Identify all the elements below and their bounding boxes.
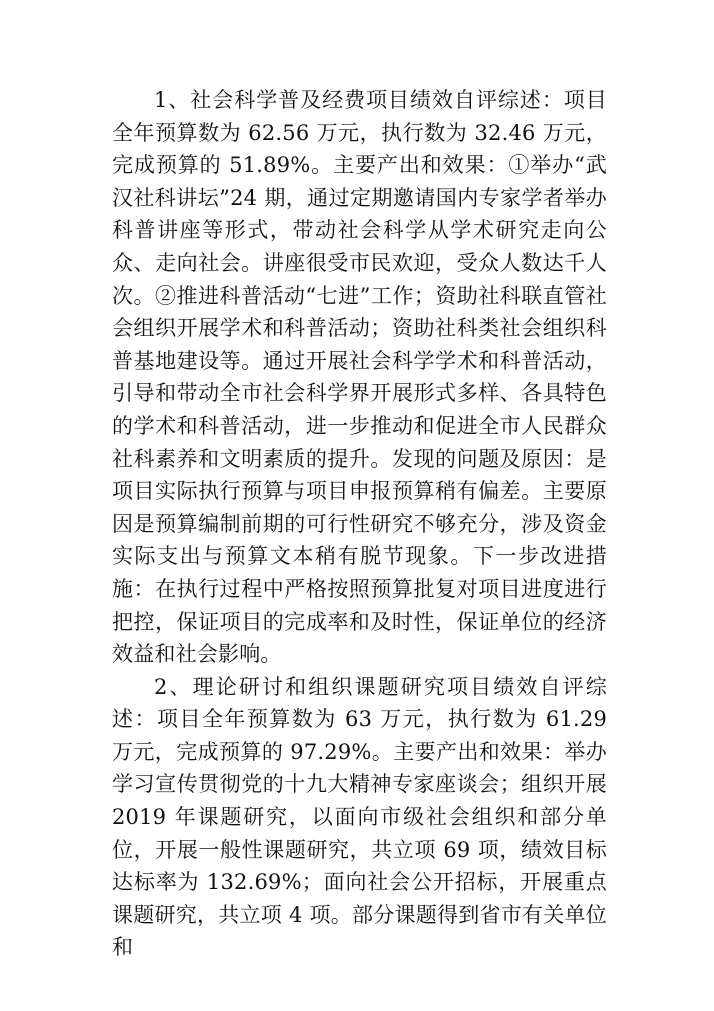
paragraph-theory-research-projects: 2、理论研讨和组织课题研究项目绩效自评综述：项目全年预算数为 63 万元，执行数为 61.29 万元，完成预算的 97.29%。主要产出和效果：举办学习宣传贯彻党的十九大精神专家座谈会；组织开展 2019 年课题研究，以面向市级社会组织和部分单位，开展一般性课题研究，共立项 69 项，绩效目标达标率为 132.69%；面向社会公开招标，开展重点课题研究，共立项 4 项。部分课题得到省市有关单位和 [112,674,607,960]
document-body [112,84,607,964]
paragraph-social-science-popularization: 1、社会科学普及经费项目绩效自评综述：项目全年预算数为 62.56 万元，执行数为 32.46 万元，完成预算的 51.89%。主要产出和效果：①举办“武汉社科讲坛”24 期，通过定期邀请国内专家学者举办科普讲座等形式，带动社会科学从学术研究走向公众、走向社会。讲座很受市民欢迎，受众人数达千人次。②推进科普活动“七进”工作；资助社科联直管社会组织开展学术和科普活动；资助社科类社会组织科普基地建设等。通过开展社会科学学术和科普活动，引导和带动全市社会科学界开展形式多样、各具特色的学术和科普活动，进一步推动和促进全市人民群众社科素养和文明素质的提升。发现的问题及原因：是项目实际执行预算与项目申报预算稍有偏差。主要原因是预算编制前期的可行性研究不够充分，涉及资金实际支出与预算文本稍有脱节现象。下一步改进措施：在执行过程中严格按照预算批复对项目进度进行把控，保证项目的完成率和及时性，保证单位的经济效益和社会影响。 [112,88,607,667]
